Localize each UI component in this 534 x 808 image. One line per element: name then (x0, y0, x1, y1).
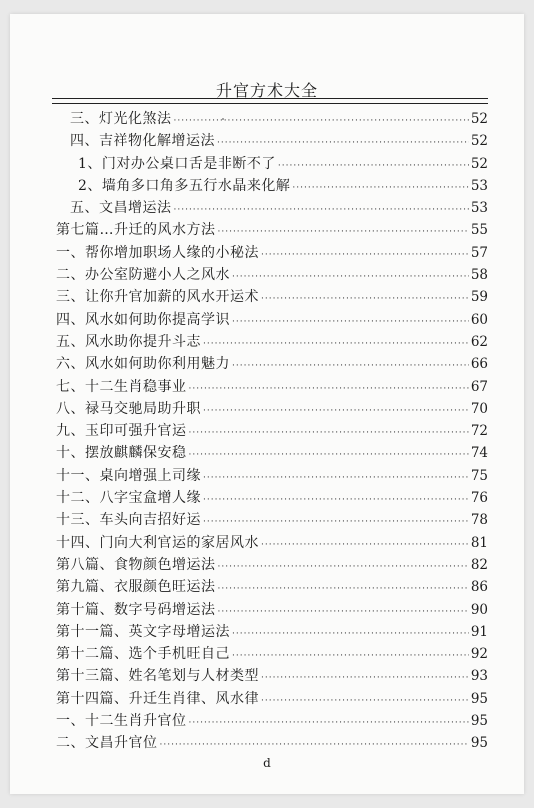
toc-dot-leader (203, 400, 469, 422)
toc-entry (56, 509, 488, 531)
toc-entry-page-number: 95 (470, 690, 488, 707)
toc-entry-page-number: 67 (470, 378, 488, 395)
toc-entry-page-number: 59 (470, 289, 488, 306)
toc-entry (56, 153, 488, 175)
toc-entry (56, 643, 488, 665)
toc-entry (56, 554, 488, 576)
toc-entry-title: 十二、八字宝盒增人缘 (56, 490, 201, 507)
toc-entry-title: 七、十二生肖稳事业 (56, 378, 187, 395)
toc-dot-leader (189, 422, 469, 444)
toc-entry-title: 十四、门向大利官运的家居风水 (56, 534, 259, 551)
toc-entry (56, 688, 488, 710)
toc-entry-title: 二、文昌升官位 (56, 735, 158, 752)
toc-entry-page-number: 55 (470, 222, 488, 239)
toc-entry-page-number: 74 (470, 445, 488, 462)
toc-entry (56, 576, 488, 598)
toc-dot-leader (232, 355, 469, 377)
toc-dot-leader (218, 578, 469, 600)
toc-entry-title: 第八篇、食物颜色增运法 (56, 556, 216, 573)
toc-entry-title: 第十三篇、姓名笔划与人材类型 (56, 668, 259, 685)
toc-entry-page-number: 66 (470, 356, 488, 373)
toc-entry-title: 六、风水如何助你利用魅力 (56, 356, 230, 373)
toc-entry-page-number: 92 (470, 646, 488, 663)
toc-entry (56, 219, 488, 241)
table-of-contents (56, 108, 488, 755)
toc-entry-page-number: 78 (470, 512, 488, 529)
toc-dot-leader (232, 623, 469, 645)
toc-entry-page-number: 58 (470, 267, 488, 284)
toc-entry (56, 398, 488, 420)
toc-dot-leader (160, 734, 469, 756)
toc-dot-leader (189, 444, 469, 466)
document-page (10, 14, 524, 794)
toc-dot-leader (174, 199, 469, 221)
toc-dot-leader (232, 645, 469, 667)
toc-entry (56, 376, 488, 398)
toc-entry-page-number: 86 (470, 579, 488, 596)
toc-entry (56, 621, 488, 643)
toc-dot-leader (292, 177, 468, 199)
toc-entry-page-number: 93 (470, 668, 488, 685)
toc-entry-page-number: 60 (470, 311, 488, 328)
toc-entry (56, 264, 488, 286)
toc-entry-page-number: 52 (470, 155, 488, 172)
toc-entry-title: 一、帮你增加职场人缘的小秘法 (56, 244, 259, 261)
toc-entry-title: 第九篇、衣服颜色旺运法 (56, 579, 216, 596)
toc-entry (56, 175, 488, 197)
page-footer-marker: d (263, 756, 271, 770)
toc-entry-page-number: 95 (470, 735, 488, 752)
header-rule (52, 98, 488, 99)
toc-entry (56, 732, 488, 754)
toc-entry-title: 一、十二生肖升官位 (56, 713, 187, 730)
toc-entry-title: 十一、桌向增强上司缘 (56, 467, 201, 484)
toc-entry-title: 二、办公室防避小人之风水 (56, 267, 230, 284)
toc-entry (56, 599, 488, 621)
toc-entry (56, 108, 488, 130)
toc-entry (56, 309, 488, 331)
toc-entry (56, 710, 488, 732)
toc-entry (56, 465, 488, 487)
toc-entry-title: 十、摆放麒麟保安稳 (56, 445, 187, 462)
toc-entry-page-number: 91 (470, 623, 488, 640)
toc-dot-leader (261, 534, 469, 556)
toc-entry-title: 十三、车头向吉招好运 (56, 512, 201, 529)
toc-dot-leader (232, 311, 469, 333)
toc-entry (56, 353, 488, 375)
toc-dot-leader (218, 221, 469, 243)
toc-entry-page-number: 62 (470, 333, 488, 350)
toc-entry-page-number: 53 (470, 200, 488, 217)
toc-entry (56, 286, 488, 308)
toc-entry-title: 三、让你升官加薪的风水开运术 (56, 289, 259, 306)
toc-entry-title: 四、吉祥物化解增运法 (70, 133, 215, 150)
page-header-title: 升官方术大全 (215, 81, 318, 100)
toc-entry-page-number: 52 (470, 133, 488, 150)
toc-dot-leader (174, 110, 469, 132)
toc-entry-title: 2、墙角多口角多五行水晶来化解 (78, 177, 291, 194)
toc-entry-page-number: 57 (470, 244, 488, 261)
toc-entry-page-number: 81 (470, 534, 488, 551)
toc-entry (56, 487, 488, 509)
toc-entry-title: 九、玉印可强升官运 (56, 423, 187, 440)
toc-dot-leader (203, 489, 469, 511)
toc-entry-page-number: 72 (470, 423, 488, 440)
toc-dot-leader (218, 601, 469, 623)
toc-dot-leader (232, 266, 469, 288)
toc-entry-title: 第十一篇、英文字母增运法 (56, 623, 230, 640)
toc-entry-title: 第十二篇、选个手机旺自己 (56, 646, 230, 663)
toc-dot-leader (278, 155, 469, 177)
toc-dot-leader (203, 467, 469, 489)
toc-entry (56, 242, 488, 264)
toc-entry-page-number: 95 (470, 713, 488, 730)
toc-entry (56, 420, 488, 442)
toc-entry-title: 八、禄马交驰局助升职 (56, 400, 201, 417)
toc-entry-title: 第十四篇、升迁生肖律、风水律 (56, 690, 259, 707)
toc-entry-title: 五、文昌增运法 (70, 200, 172, 217)
toc-dot-leader (261, 244, 469, 266)
toc-entry (56, 197, 488, 219)
toc-entry-page-number: 70 (470, 400, 488, 417)
toc-entry (56, 665, 488, 687)
toc-dot-leader (203, 333, 469, 355)
toc-entry (56, 331, 488, 353)
toc-entry (56, 130, 488, 152)
header-rule-thin (52, 103, 488, 104)
toc-dot-leader (203, 511, 469, 533)
toc-entry (56, 532, 488, 554)
toc-dot-leader (261, 690, 469, 712)
toc-dot-leader (189, 378, 469, 400)
toc-entry-title: 四、风水如何助你提高学识 (56, 311, 230, 328)
toc-entry-page-number: 90 (470, 601, 488, 618)
toc-entry-title: 第七篇…升迁的风水方法 (56, 222, 216, 239)
toc-entry-page-number: 76 (470, 490, 488, 507)
toc-dot-leader (189, 712, 469, 734)
toc-entry (56, 442, 488, 464)
toc-entry-title: 五、风水助你提升斗志 (56, 333, 201, 350)
toc-entry-page-number: 53 (470, 177, 488, 194)
toc-entry-page-number: 75 (470, 467, 488, 484)
toc-entry-page-number: 82 (470, 556, 488, 573)
toc-entry-title: 三、灯光化煞法 (70, 111, 172, 127)
toc-entry-title: 1、门对办公桌口舌是非断不了 (78, 155, 276, 172)
toc-entry-page-number: 52 (470, 111, 488, 127)
toc-dot-leader (261, 288, 469, 310)
toc-dot-leader (218, 556, 469, 578)
toc-entry-title: 第十篇、数字号码增运法 (56, 601, 216, 618)
toc-dot-leader (217, 132, 469, 154)
toc-dot-leader (261, 667, 469, 689)
